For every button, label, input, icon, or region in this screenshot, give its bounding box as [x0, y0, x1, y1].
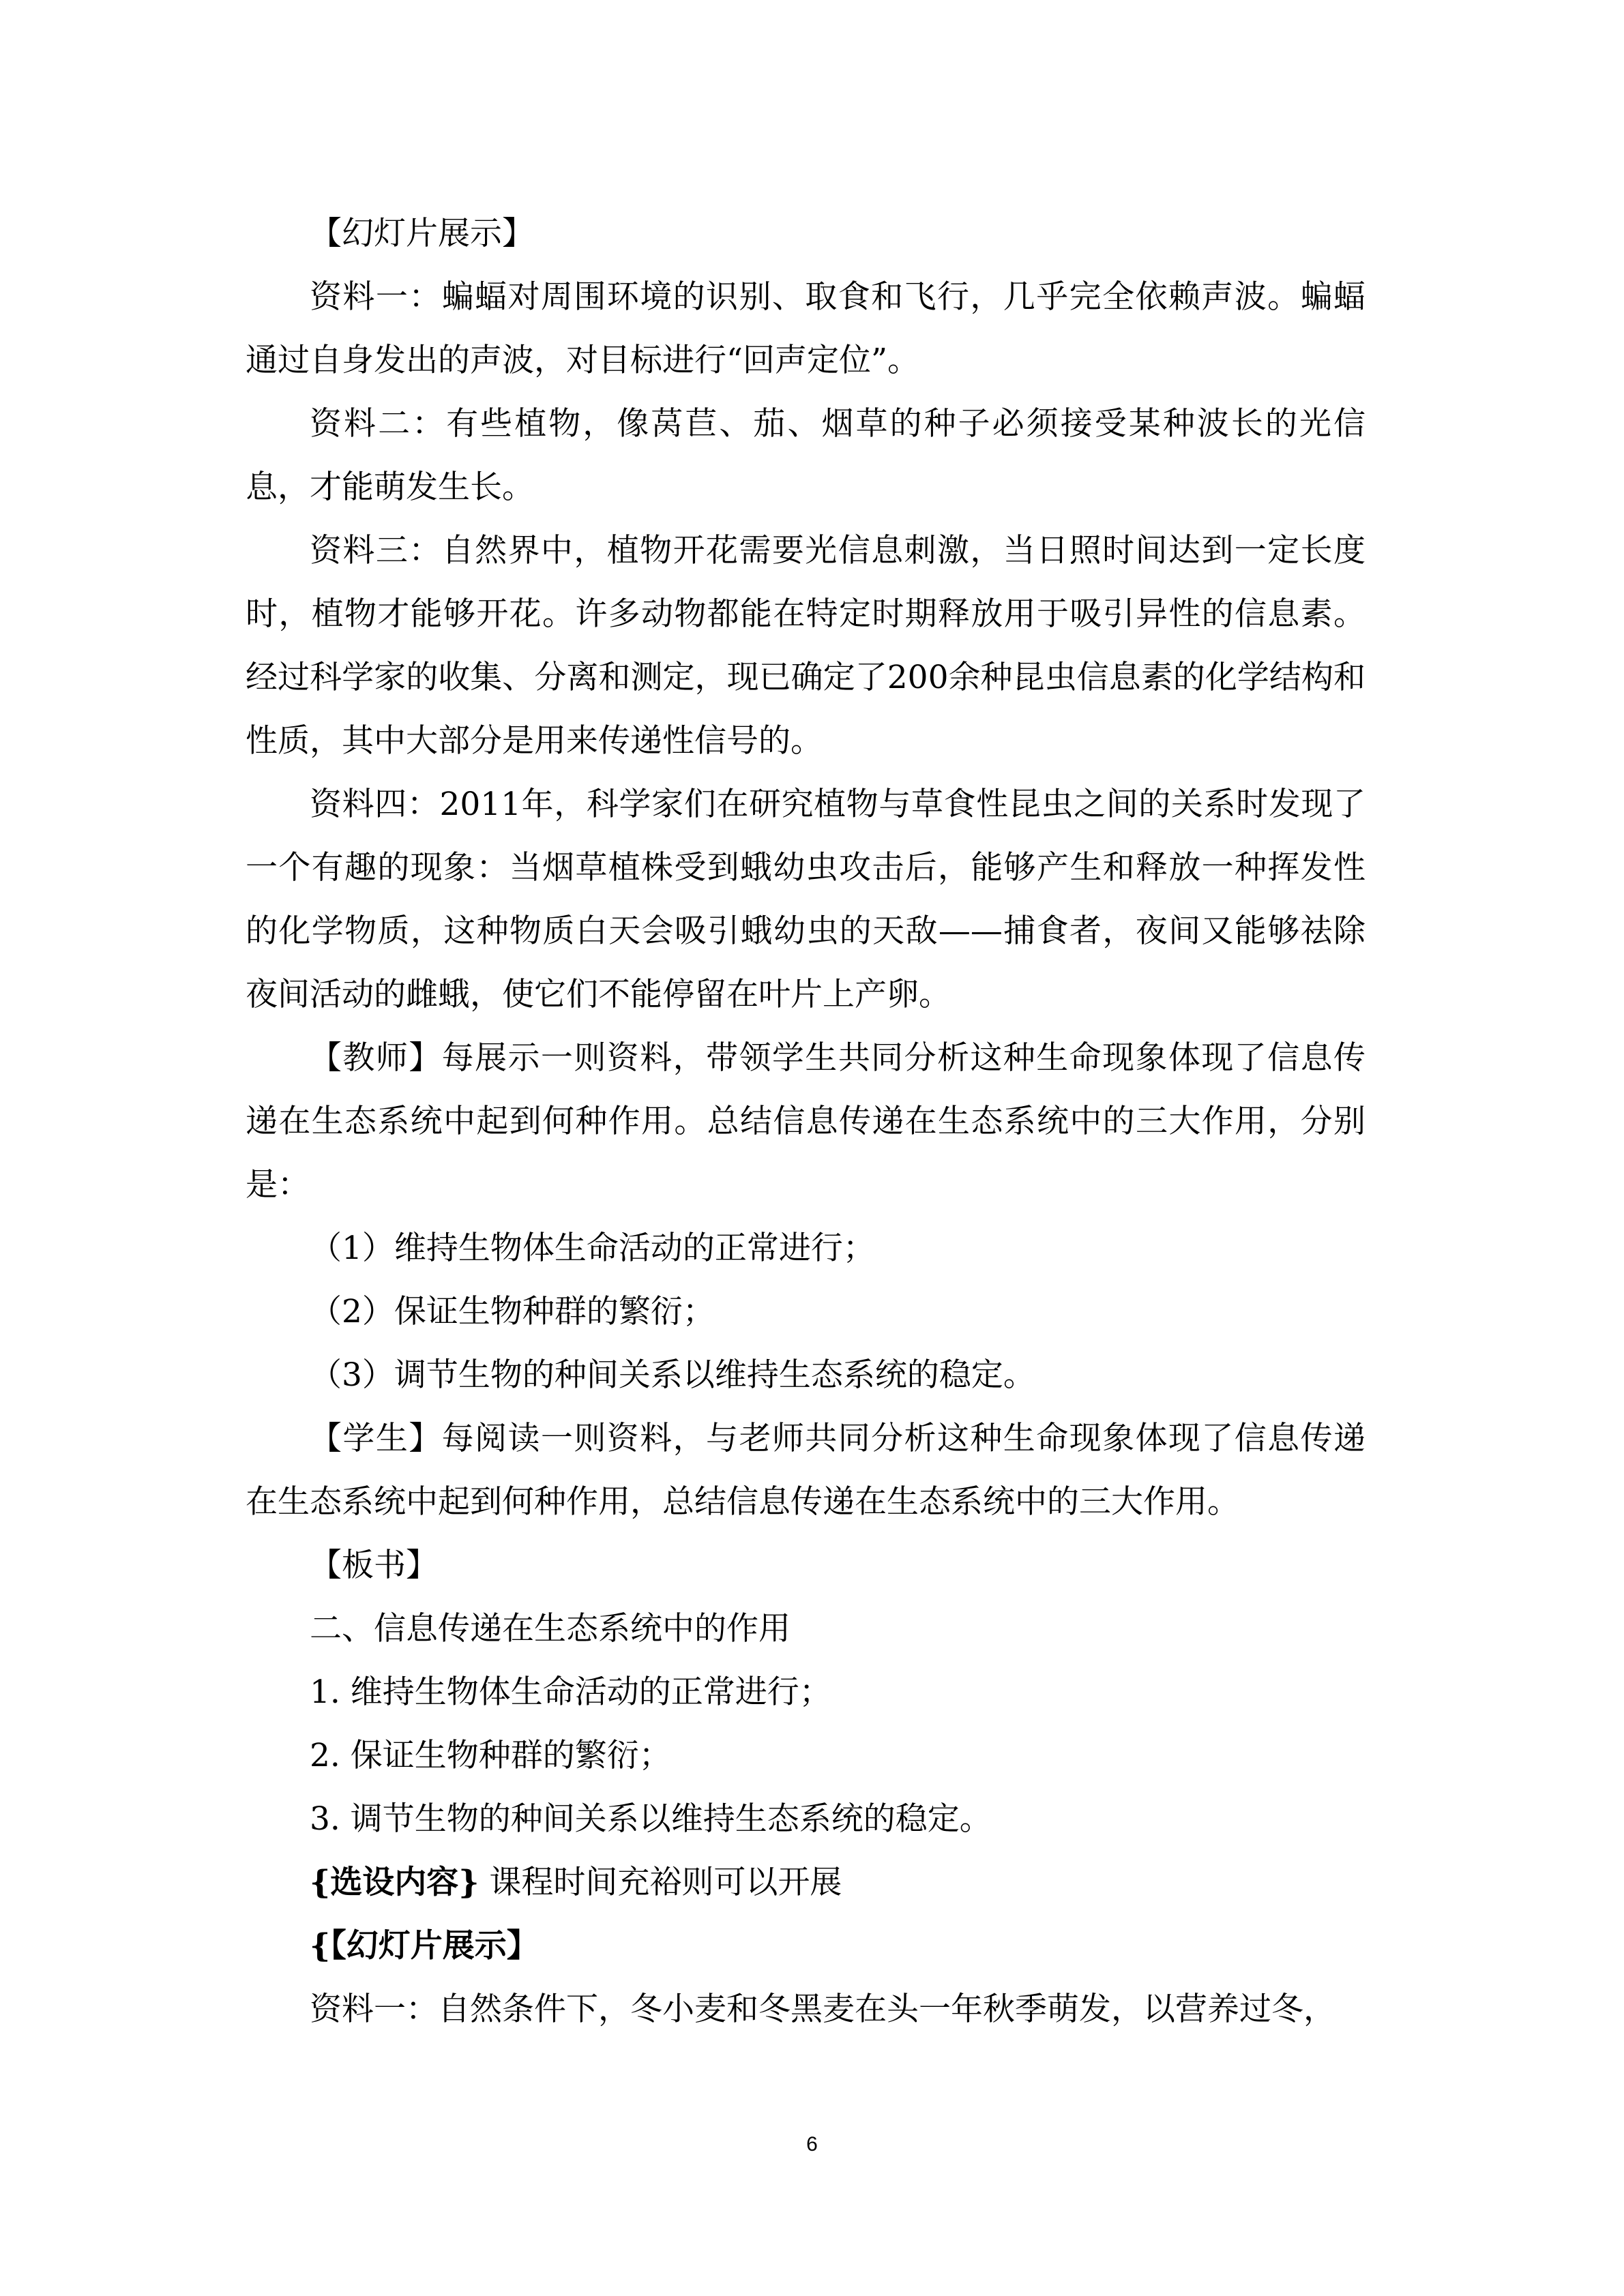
optional-content-text: 课程时间充裕则可以开展	[479, 1864, 842, 1901]
blackboard-item-3: 3. 调节生物的种间关系以维持生态系统的稳定。	[310, 1800, 992, 1838]
optional-content-label: {选设内容}	[310, 1864, 479, 1901]
material-two-paragraph: 资料二：有些植物，像莴苣、茄、烟草的种子必须接受某种波长的光信息，才能萌发生长。	[246, 405, 1365, 506]
blackboard-item-2: 2. 保证生物种群的繁衍；	[310, 1737, 671, 1774]
optional-material-one-paragraph: 资料一：自然条件下，冬小麦和冬黑麦在头一年秋季萌发，以营养过冬，	[310, 1991, 1335, 2028]
slide-show-heading: 【幻灯片展示】	[310, 215, 534, 252]
teacher-paragraph: 【教师】每展示一则资料，带领学生共同分析这种生命现象体现了信息传递在生态系统中起到何种作用。总结信息传递在生态系统中的三大作用，分别是：	[246, 1039, 1365, 1204]
material-four-paragraph: 资料四：2011年，科学家们在研究植物与草食性昆虫之间的关系时发现了一个有趣的现象：当烟草植株受到蛾幼虫攻击后，能够产生和释放一种挥发性的化学物质，这种物质白天会吸引蛾幼虫的天敌——捕食者，夜间又能够祛除夜间活动的雌蛾，使它们不能停留在叶片上产卵。	[246, 786, 1365, 1013]
material-one-paragraph: 资料一：蝙蝠对周围环境的识别、取食和飞行，几乎完全依赖声波。蝙蝠通过自身发出的声波，对目标进行“回声定位”。	[246, 278, 1365, 379]
role-item-1: （1）维持生物体生命活动的正常进行；	[310, 1229, 875, 1267]
role-item-3: （3）调节生物的种间关系以维持生态系统的稳定。	[310, 1356, 1035, 1394]
page-body	[246, 202, 1365, 2041]
page-number: 6	[806, 2133, 818, 2156]
role-item-2: （2）保证生物种群的繁衍；	[310, 1293, 715, 1330]
student-paragraph: 【学生】每阅读一则资料，与老师共同分析这种生命现象体现了信息传递在生态系统中起到何种作用，总结信息传递在生态系统中的三大作用。	[246, 1420, 1365, 1521]
material-three-paragraph: 资料三：自然界中，植物开花需要光信息刺激，当日照时间达到一定长度时，植物才能够开花。许多动物都能在特定时期释放用于吸引异性的信息素。经过科学家的收集、分离和测定，现已确定了200余种昆虫信息素的化学结构和性质，其中大部分是用来传递性信号的。	[246, 532, 1365, 760]
blackboard-section-title: 二、信息传递在生态系统中的作用	[310, 1610, 791, 1648]
blackboard-heading: 【板书】	[310, 1547, 438, 1584]
optional-slide-heading: {【幻灯片展示】	[310, 1927, 539, 1965]
blackboard-item-1: 1. 维持生物体生命活动的正常进行；	[310, 1673, 831, 1711]
optional-content-line	[246, 1851, 1365, 1914]
